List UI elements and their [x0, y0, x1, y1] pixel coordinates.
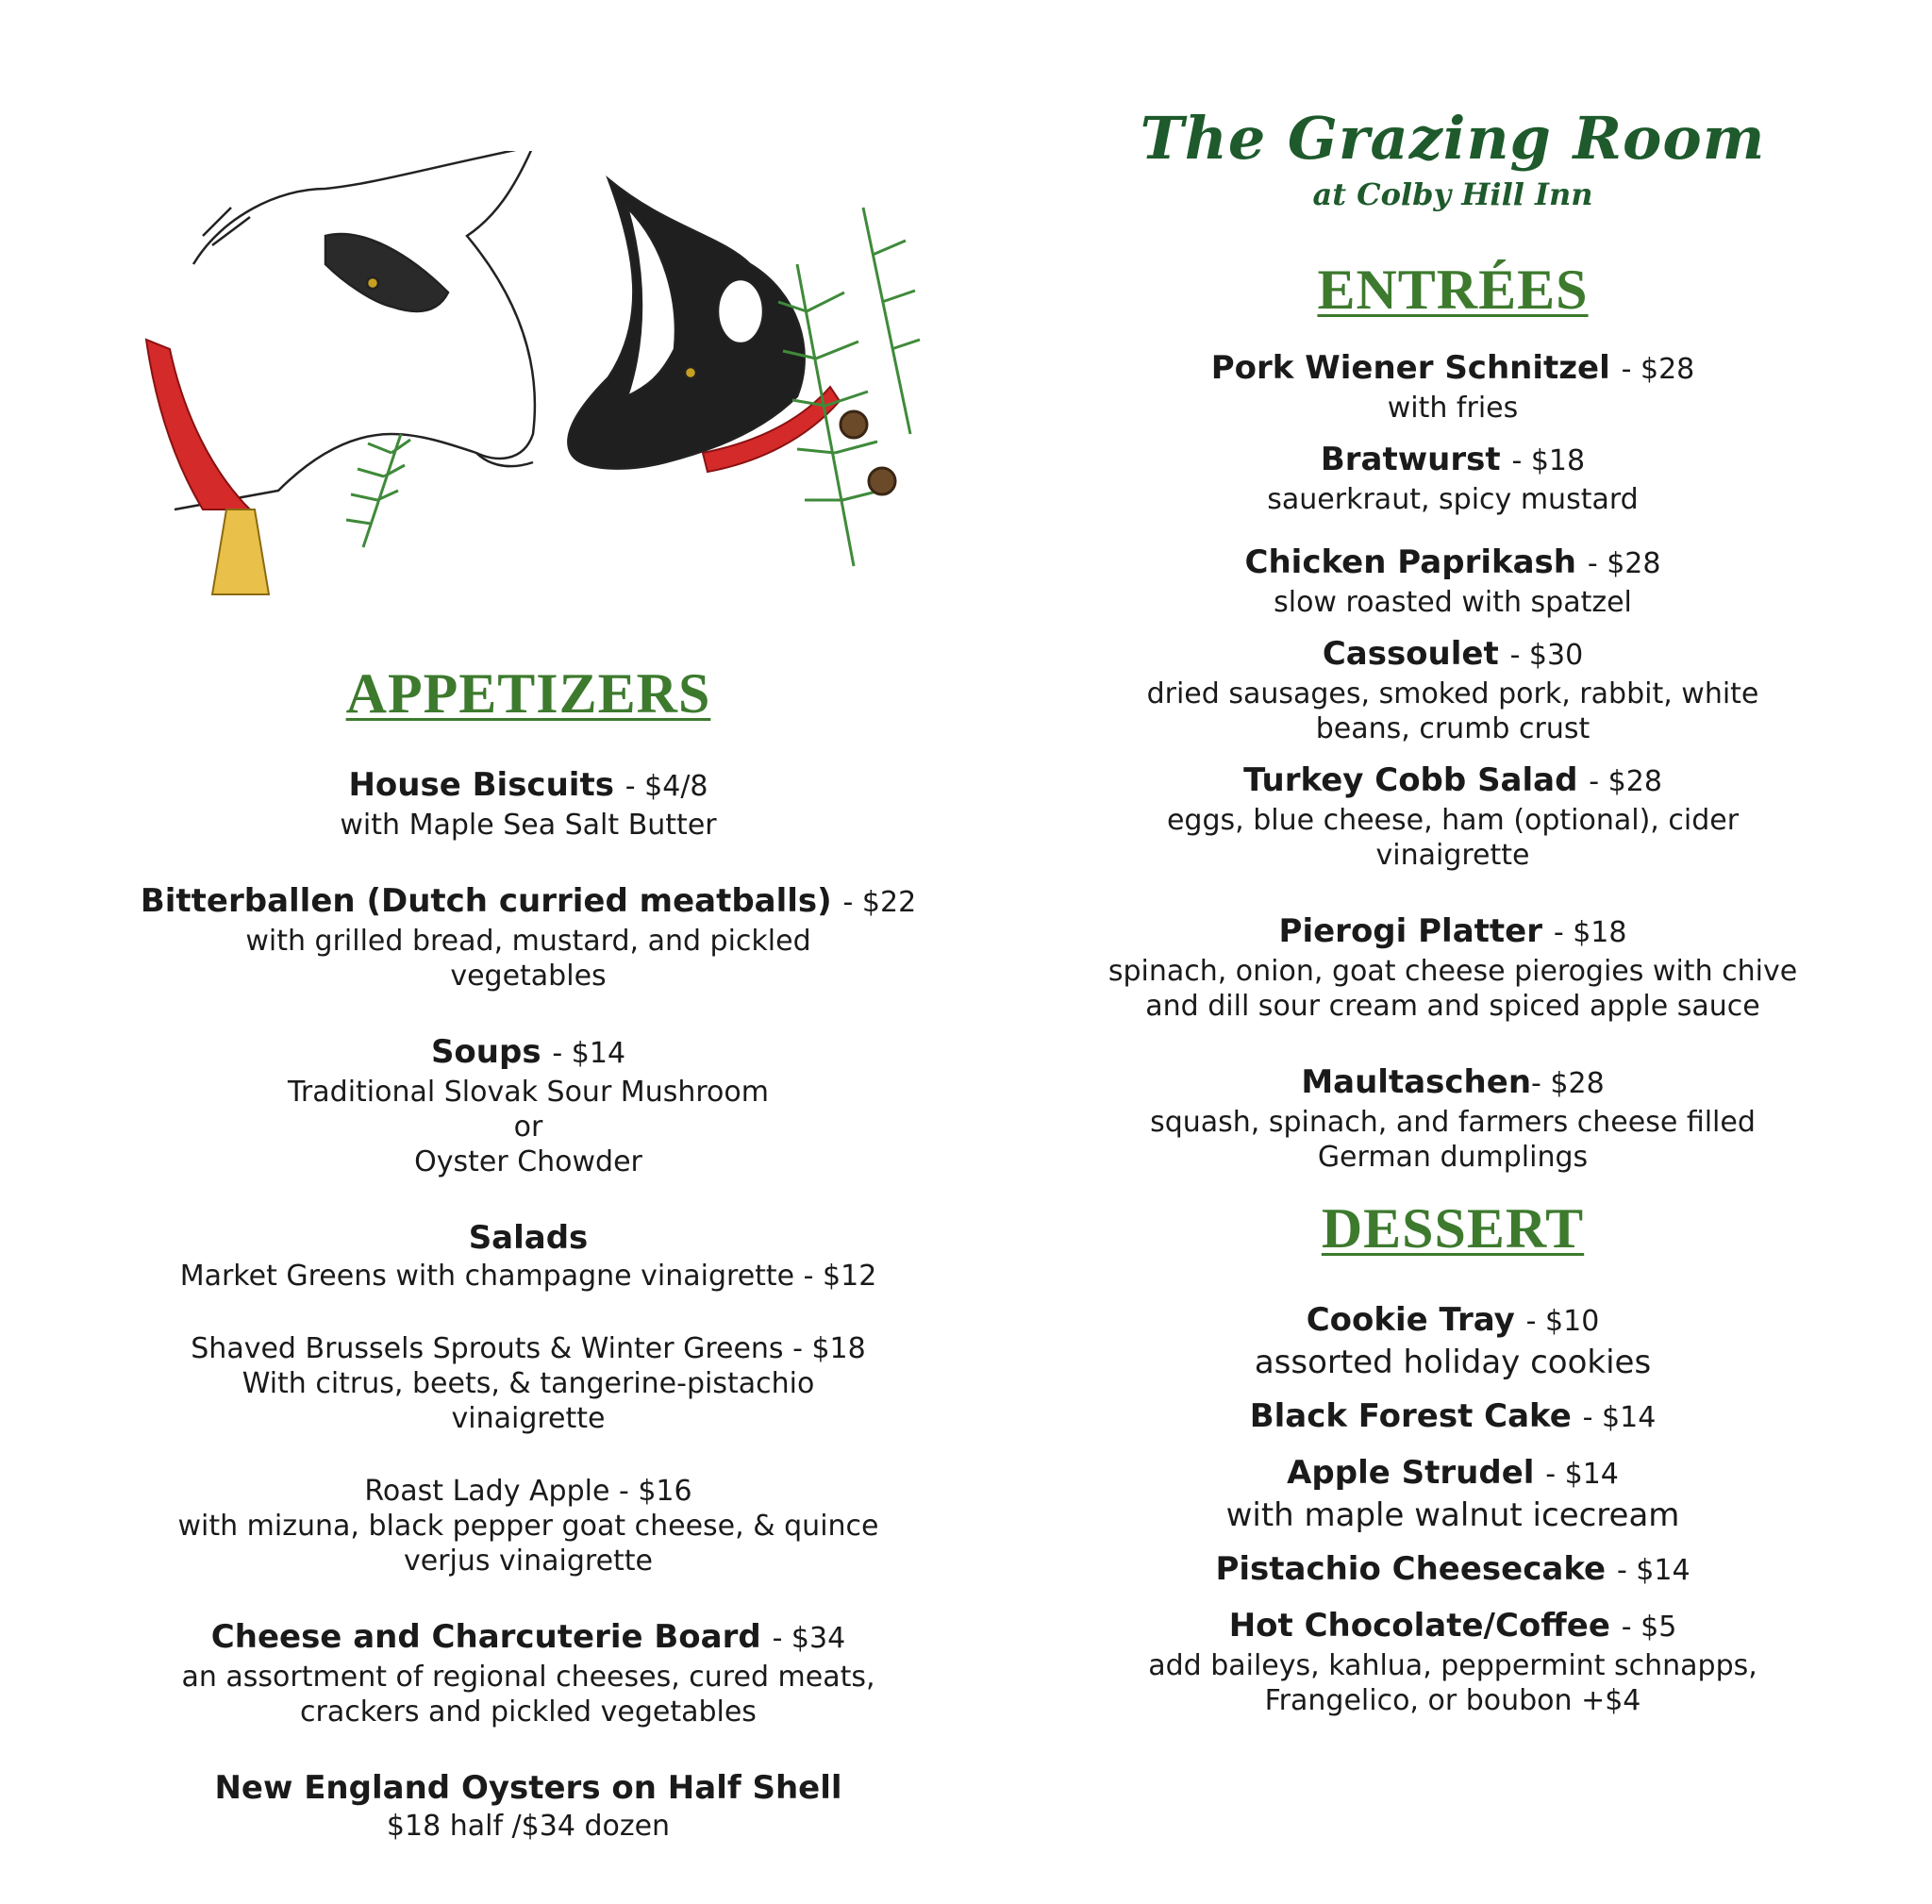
entrees-heading: ENTRÉES — [1317, 259, 1589, 321]
item-desc: an assortment of regional cheeses, cured meats, — [181, 1661, 875, 1694]
item-name: Soups — [430, 1033, 541, 1071]
item-price: - $28 — [1589, 765, 1662, 798]
item-name: Pork Wiener Schnitzel — [1210, 349, 1610, 387]
menu-item-hot-chocolate — [1019, 1605, 1887, 1718]
menu-item-schnitzel — [1019, 347, 1887, 426]
menu-item-house-biscuits — [132, 764, 924, 843]
menu-item-oysters — [132, 1767, 924, 1844]
item-desc: German dumplings — [1317, 1141, 1589, 1174]
item-name: Pierogi Platter — [1278, 912, 1542, 950]
item-price: - $10 — [1525, 1305, 1600, 1338]
item-desc: with grilled bread, mustard, and pickled — [245, 925, 811, 958]
item-desc: with Maple Sea Salt Butter — [340, 809, 717, 842]
item-name: Apple Strudel — [1287, 1454, 1535, 1492]
menu-item-cookie-tray — [1019, 1299, 1887, 1382]
item-desc: $18 half /$34 dozen — [386, 1810, 671, 1843]
item-desc: verjus vinaigrette — [403, 1545, 654, 1578]
item-desc: slow roasted with spatzel — [1274, 586, 1632, 619]
item-desc: spinach, onion, goat cheese pierogies with chive — [1108, 955, 1798, 988]
item-desc: vinaigrette — [1375, 839, 1530, 872]
menu-item-paprikash — [1019, 542, 1887, 620]
item-desc: vinaigrette — [451, 1402, 606, 1435]
item-price: - $30 — [1509, 639, 1584, 672]
item-price: - $22 — [842, 886, 917, 919]
menu-item-cassoulet — [1019, 633, 1887, 746]
left-goat-drawing — [175, 151, 535, 509]
item-desc: crackers and pickled vegetables — [300, 1695, 757, 1729]
menu-item-salads — [132, 1217, 924, 1294]
item-name: Hot Chocolate/Coffee — [1228, 1607, 1610, 1645]
menu-item-roast-lady-apple — [132, 1474, 924, 1578]
item-desc: with fries — [1387, 392, 1519, 425]
item-desc: with maple walnut icecream — [1225, 1496, 1680, 1534]
item-price: - $14 — [1616, 1554, 1690, 1587]
item-name: Maultaschen — [1301, 1063, 1532, 1101]
menu-item-black-forest-cake — [1019, 1395, 1887, 1439]
dessert-heading: DESSERT — [1321, 1197, 1585, 1260]
item-price: - $14 — [1582, 1401, 1657, 1434]
right-goat-drawing — [568, 179, 804, 469]
item-desc: vegetables — [450, 960, 607, 993]
item-desc: Frangelico, or boubon +$4 — [1264, 1684, 1641, 1717]
item-desc: add baileys, kahlua, peppermint schnapps, — [1148, 1649, 1757, 1682]
item-price: - $28 — [1587, 547, 1661, 580]
menu-item-brussels-sprouts — [132, 1331, 924, 1436]
menu-item-soups — [132, 1031, 924, 1179]
menu-item-bitterballen — [132, 880, 924, 994]
item-name: Chicken Paprikash — [1244, 543, 1576, 581]
item-desc: and dill sour cream and spiced apple sauce — [1145, 990, 1760, 1023]
restaurant-subtitle: at Colby Hill Inn — [1312, 176, 1593, 212]
menu-item-cheese-board — [132, 1616, 924, 1729]
item-name: Cassoulet — [1322, 635, 1499, 673]
left-goat-pine — [346, 434, 410, 547]
goats-illustration — [137, 151, 976, 604]
item-price: - $18 — [1511, 444, 1586, 477]
menu-item-pierogi — [1019, 910, 1887, 1024]
item-desc: eggs, blue cheese, ham (optional), cider — [1166, 804, 1740, 837]
item-name: Pistachio Cheesecake — [1215, 1550, 1607, 1588]
item-desc: assorted holiday cookies — [1254, 1344, 1652, 1381]
item-price: - $14 — [552, 1037, 626, 1070]
item-desc: sauerkraut, spicy mustard — [1267, 483, 1639, 516]
item-desc: With citrus, beets, & tangerine-pistachio — [242, 1367, 815, 1400]
item-price: - $18 — [1553, 916, 1627, 949]
item-name: Cookie Tray — [1306, 1301, 1515, 1339]
item-name: House Biscuits — [348, 766, 614, 804]
item-name: Turkey Cobb Salad — [1243, 761, 1578, 799]
menu-item-pistachio-cheesecake — [1019, 1548, 1887, 1592]
item-price: - $5 — [1621, 1611, 1677, 1644]
right-column — [1019, 104, 1887, 1718]
item-desc: Roast Lady Apple - $16 — [364, 1475, 692, 1508]
item-desc: with mizuna, black pepper goat cheese, & quince — [177, 1510, 879, 1543]
item-name: Bratwurst — [1320, 441, 1501, 478]
item-name: Bitterballen (Dutch curried meatballs) — [140, 882, 832, 920]
item-desc: or — [513, 1111, 543, 1144]
item-desc: dried sausages, smoked pork, rabbit, white — [1146, 677, 1759, 710]
item-desc: beans, crumb crust — [1315, 712, 1591, 745]
item-desc: Traditional Slovak Sour Mushroom — [288, 1076, 769, 1109]
menu-item-apple-strudel — [1019, 1452, 1887, 1535]
restaurant-name: The Grazing Room — [1140, 104, 1766, 173]
item-name: Salads — [468, 1219, 589, 1257]
appetizers-heading: APPETIZERS — [345, 662, 711, 725]
item-desc: squash, spinach, and farmers cheese filled — [1150, 1106, 1756, 1139]
menu-item-maultaschen — [1019, 1061, 1887, 1175]
item-desc: Market Greens with champagne vinaigrette - $12 — [179, 1260, 877, 1293]
item-name: Cheese and Charcuterie Board — [210, 1618, 761, 1656]
item-price: - $4/8 — [625, 770, 708, 803]
item-price: - $34 — [772, 1622, 846, 1655]
item-price: - $28 — [1531, 1067, 1605, 1100]
menu-item-cobb-salad — [1019, 760, 1887, 873]
menu-item-bratwurst — [1019, 439, 1887, 517]
item-price: - $28 — [1621, 353, 1695, 386]
item-desc: Oyster Chowder — [414, 1145, 642, 1178]
item-name: Black Forest Cake — [1249, 1397, 1572, 1435]
left-column — [132, 660, 924, 1844]
item-desc: Shaved Brussels Sprouts & Winter Greens - $18 — [191, 1332, 866, 1365]
item-price: - $14 — [1545, 1458, 1619, 1491]
item-name: New England Oysters on Half Shell — [214, 1769, 842, 1807]
